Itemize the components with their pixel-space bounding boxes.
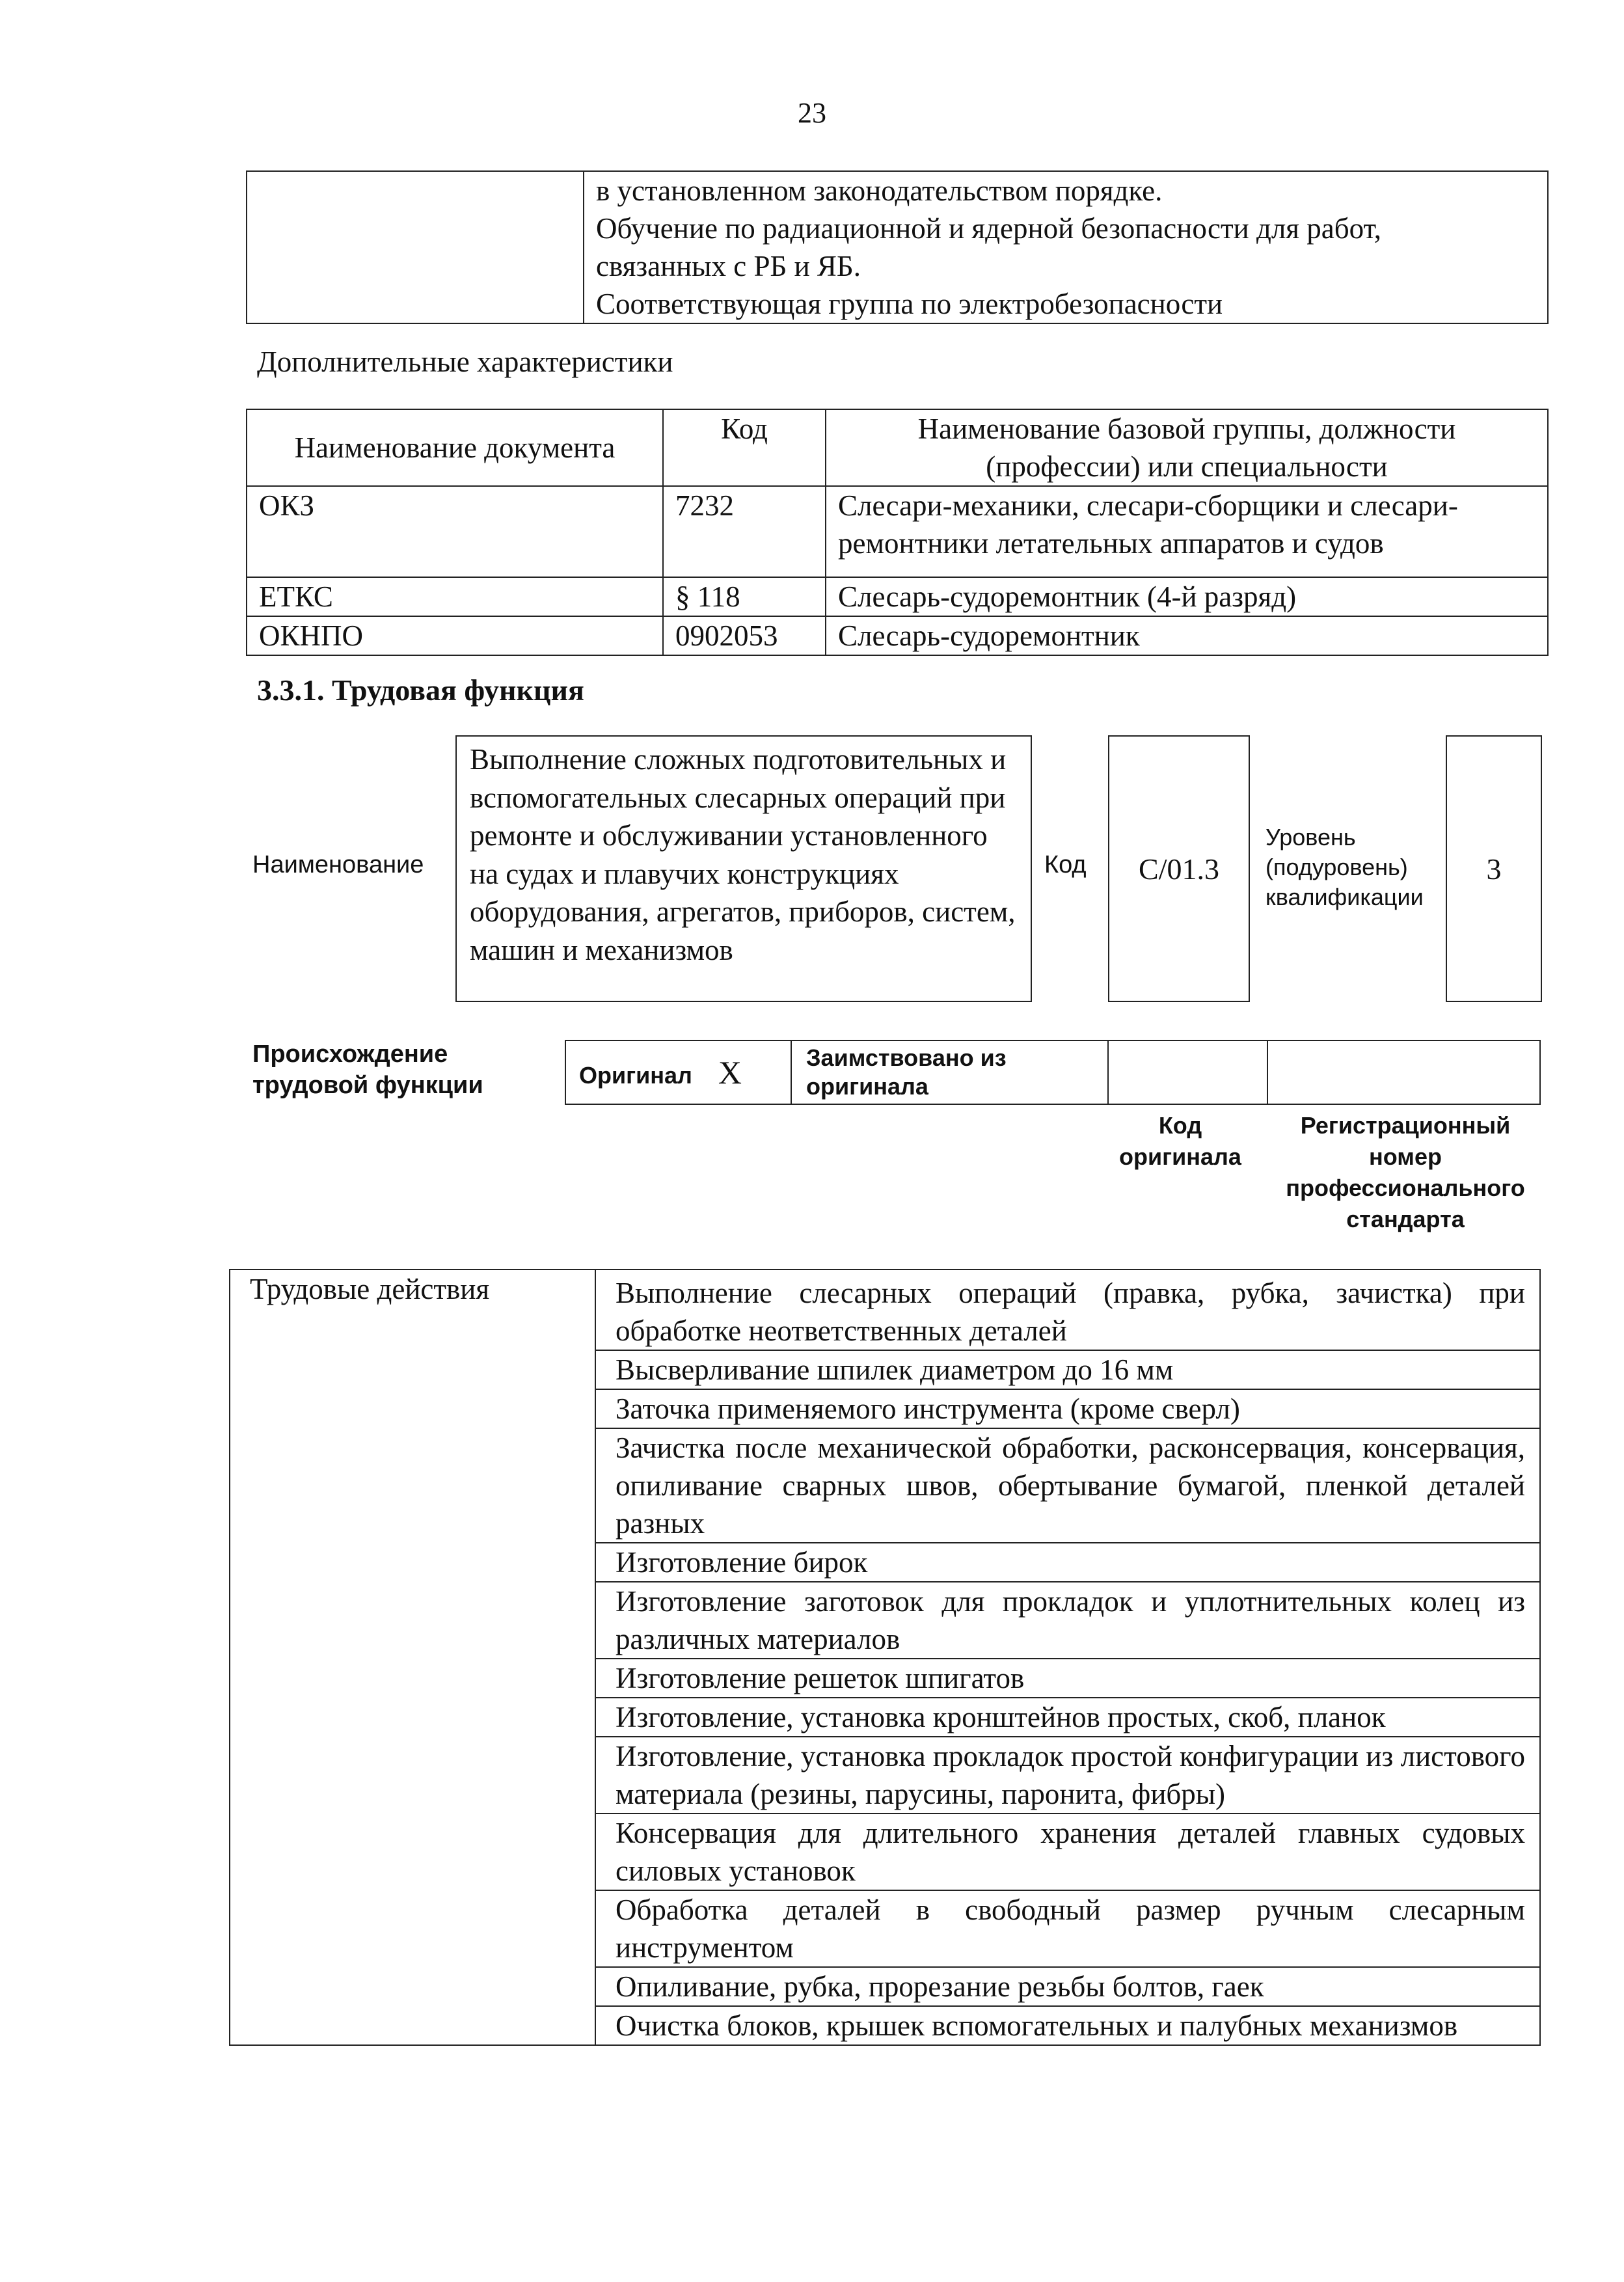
requirement-line: Обучение по радиационной и ядерной безопасности для работ,	[596, 212, 1382, 245]
borrowed-label: Заимствовано из оригинала	[791, 1040, 1108, 1104]
additional-characteristics-title: Дополнительные характеристики	[257, 346, 673, 378]
row-code: 7232	[663, 486, 826, 577]
requirements-cell	[584, 171, 1548, 323]
empty-label-cell	[247, 171, 584, 323]
labor-actions-label: Трудовые действия	[230, 1270, 595, 2045]
code-original-cell	[1108, 1040, 1267, 1104]
labor-function-heading: 3.3.1. Трудовая функция	[257, 673, 584, 707]
row-code: § 118	[663, 577, 826, 616]
action-item: Зачистка после механической обработки, расконсервация, консервация, опиливание сварных швов, обертывание бумагой, пленкой деталей разных	[595, 1428, 1540, 1543]
qualification-level-value: 3	[1486, 852, 1502, 886]
labor-actions-table	[229, 1269, 1541, 2046]
page-number: 23	[798, 97, 826, 129]
row-doc: ОКНПО	[247, 616, 663, 655]
action-item: Заточка применяемого инструмента (кроме сверл)	[595, 1389, 1540, 1428]
requirements-continuation-table	[246, 170, 1549, 324]
row-doc: ОКЗ	[247, 486, 663, 577]
action-item: Очистка блоков, крышек вспомогательных и палубных механизмов	[595, 2006, 1540, 2045]
code-original-caption: Код оригинала	[1119, 1112, 1241, 1170]
action-item: Высверливание шпилек диаметром до 16 мм	[595, 1350, 1540, 1389]
action-item: Изготовление бирок	[595, 1543, 1540, 1582]
origin-label: Происхождение трудовой функции	[252, 1040, 483, 1099]
requirement-line: Соответствующая группа по электробезопасности	[596, 288, 1223, 320]
action-item: Изготовление заготовок для прокладок и уплотнительных колец из различных материалов	[595, 1582, 1540, 1659]
row-name: Слесарь-судоремонтник	[826, 616, 1548, 655]
row-name: Слесарь-судоремонтник (4-й разряд)	[826, 577, 1548, 616]
action-item: Обработка деталей в свободный размер ручным слесарным инструментом	[595, 1890, 1540, 1967]
reg-number-caption: Регистрационный номер профессионального стандарта	[1286, 1112, 1525, 1232]
function-code-box	[1108, 735, 1250, 1002]
action-item: Изготовление, установка кронштейнов простых, скоб, планок	[595, 1698, 1540, 1737]
code-label: Код	[1044, 851, 1087, 878]
action-item: Выполнение слесарных операций (правка, рубка, зачистка) при обработке неответственных деталей	[595, 1270, 1540, 1350]
action-item: Изготовление решеток шпигатов	[595, 1659, 1540, 1698]
action-item: Консервация для длительного хранения деталей главных судовых силовых установок	[595, 1813, 1540, 1890]
requirement-line: связанных с РБ и ЯБ.	[596, 250, 861, 282]
row-code: 0902053	[663, 616, 826, 655]
additional-characteristics-table	[246, 409, 1549, 656]
original-mark: X	[718, 1054, 742, 1091]
qualification-level-box	[1446, 735, 1542, 1002]
name-label: Наименование	[252, 851, 424, 878]
row-doc: ЕТКС	[247, 577, 663, 616]
requirement-line: в установленном законодательством порядке.	[596, 174, 1163, 207]
header-document: Наименование документа	[247, 409, 663, 486]
header-code: Код	[663, 409, 826, 486]
reg-number-cell	[1267, 1040, 1540, 1104]
function-code-value: C/01.3	[1139, 852, 1219, 886]
action-item: Изготовление, установка прокладок простой конфигурации из листового материала (резины, парусины, паронита, фибры)	[595, 1737, 1540, 1813]
header-base-group: Наименование базовой группы, должности (профессии) или специальности	[826, 409, 1548, 486]
origin-table	[565, 1040, 1541, 1105]
original-label: Оригинал	[579, 1062, 692, 1089]
row-name: Слесари-механики, слесари-сборщики и слесари-ремонтники летательных аппаратов и судов	[826, 486, 1548, 577]
qualification-level-label: Уровень (подуровень) квалификации	[1265, 824, 1424, 910]
original-cell	[565, 1040, 791, 1104]
function-name-box: Выполнение сложных подготовительных и вспомогательных слесарных операций при ремонте и обслуживании установленного на судах и плавучих конструкциях оборудования, агрегатов, приборов, систем, машин и механизмов	[455, 735, 1032, 1002]
action-item: Опиливание, рубка, прорезание резьбы болтов, гаек	[595, 1967, 1540, 2006]
